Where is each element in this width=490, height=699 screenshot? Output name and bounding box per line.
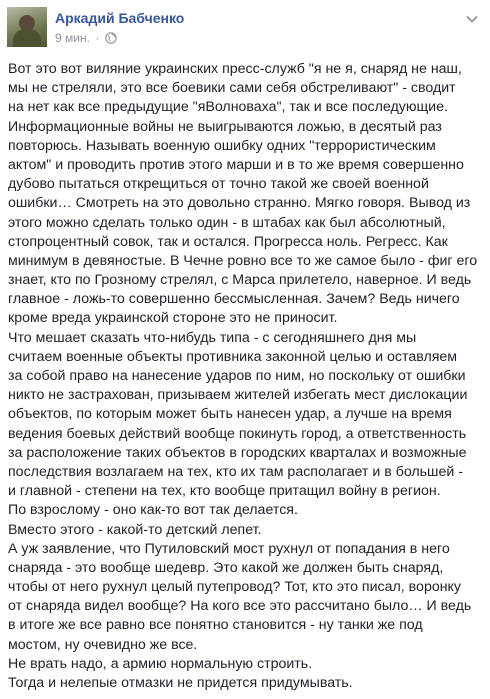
post-text-line: и главной - степени на тех, кто вообще притащил войну в регион. [8, 483, 441, 500]
post-text-line: Тогда и нелепые отмазки не придется придумывать. [8, 675, 353, 691]
post-text-line: ведения боевых действий вообще покинуть город, а ответственность [8, 425, 467, 442]
post-text-line: в итоге же все равно все понятно становится - ну танки же под [8, 617, 423, 634]
post-text-line: актом" и проводить против этого марши и в то же время совершенно [8, 156, 464, 173]
post-text-line: знает, кто по Грозному стрелял, с Марса прилетело, наверное. И ведь [8, 272, 472, 289]
author-avatar[interactable] [7, 7, 47, 47]
post-text-line: главное - ложь-то совершенно бессмысленная. Зачем? Ведь ничего [8, 291, 460, 308]
globe-icon [105, 32, 117, 44]
post-text-line: никто не застрахован, призываем жителей избегать мест дислокации [8, 387, 468, 404]
post-header [0, 0, 490, 56]
post-text-line: минимум в девяностые. В Чечне ровно все то же самое было - фиг его [8, 252, 478, 269]
post-text-line: снаряда - это вообще шедевр. Это какой же должен быть снаряд, [8, 559, 444, 576]
post-text-line: мостом, ну очевидно же все. [8, 636, 198, 653]
post-text-line: Вместо этого - какой-то детский лепет. [8, 521, 262, 538]
post-text-line: за собой право на нанесение ударов по ним, но поскольку от ошибки [8, 368, 466, 384]
post-text-line: ошибки… Смотреть на это довольно странно. Мягко говоря. Вывод из [8, 195, 471, 212]
post-text-line: повторюсь. Называть военную ошибку одних "террористическим [8, 137, 436, 154]
post-text-line: стопроцентный совок, так и остался. Прогресса ноль. Регресс. Как [8, 233, 448, 250]
post-text-line: Информационные войны не выигрываются ложью, в десятый раз [8, 118, 442, 135]
post-text-line: Вот это вот виляние украинских пресс-служб "я не я, снаряд не наш, [8, 61, 462, 77]
post-text-line: Не врать надо, а армию нормальную строить. [8, 655, 313, 672]
author-name-link[interactable]: Аркадий Бабченко [55, 10, 185, 26]
post-text-line: мы не стреляли, это все боевики сами себя обстреливают" - сводит [8, 80, 456, 97]
avatar-body [13, 29, 41, 47]
post-text-line: дубово пытаться открещиться от точно такой же своей военной [8, 176, 429, 193]
post-text-line: последствия возлагаем на тех, кто их там располагает и в большей - [8, 463, 463, 480]
chevron-down-icon[interactable] [466, 14, 478, 24]
post-text-line: считаем военные объекты противника законной целью и оставляем [8, 348, 458, 365]
post-text-line: Что мешает сказать что-нибудь типа - с сегодняшнего дня мы [8, 329, 417, 346]
post-text-line: за расположение таких объектов в городских кварталах и возможные [8, 444, 467, 461]
post-text-line: По взрослому - оно как-то вот так делается. [8, 502, 298, 519]
post-body [8, 60, 484, 693]
post-text-line: чтобы от него рухнул целый путепровод? Тот, кто это писал, воронку [8, 579, 462, 596]
post-text-line: А уж заявление, что Путиловский мост рухнул от попадания в него [8, 540, 450, 557]
post-text-line: объектов, по которым может быть нанесен удар, а лучше на время [8, 406, 452, 423]
post-meta [55, 31, 117, 45]
meta-separator: · [95, 31, 100, 45]
post-text-line: этого можно сделать только один - в штабах как был абсолютный, [8, 214, 446, 231]
post-text-line: на нет как все предыдущие "яВолноваха", так и все последующие. [8, 99, 448, 116]
post-text-line: от снаряда видел вообще? На кого все это рассчитано было… И ведь [8, 598, 472, 615]
post-timestamp-link[interactable]: 9 мин. [55, 31, 90, 45]
post-text-line: кроме вреда украинской стороне это не приносит. [8, 310, 338, 327]
